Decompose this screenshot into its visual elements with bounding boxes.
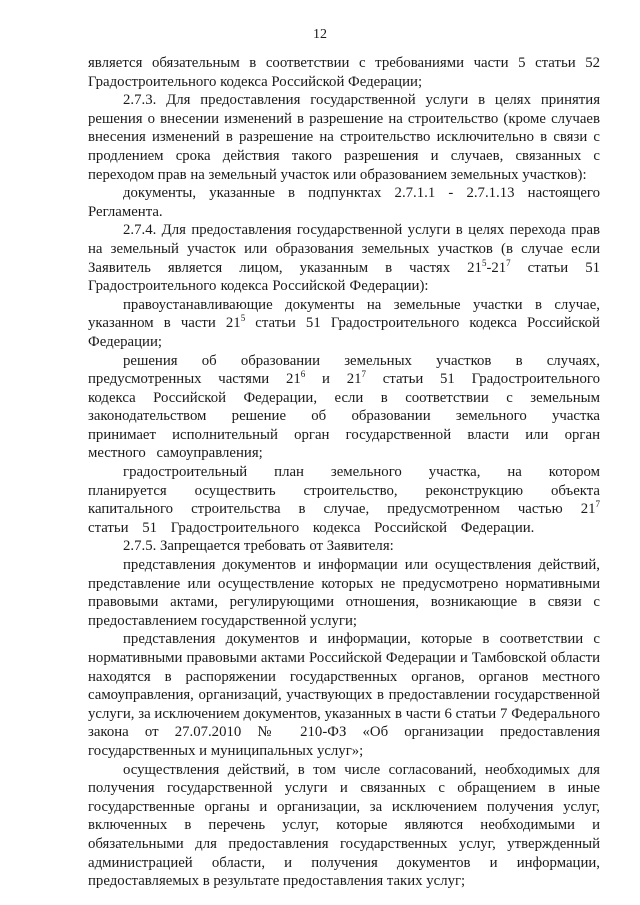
paragraph-urban-plan: градостроительный план земельного участка, на котором планируется осуществить строительство, реконструкцию объекта капитального строительства в случае, предусмотренном частью $21^7$ статьи 51 Градостроительного кодекса Российской Федерации. <box>88 464 600 536</box>
superscript-index: 7 <box>361 369 366 380</box>
paragraph-2-7-4: 2.7.4. Для предоставления государственной услуги в целях перехода прав на земельный участок или образования земельных участков (в случае если Заявитель является лицом, указанным в частях $21^5-21^7$ статьи 51 Градостроительного кодекса Российской Федерации): <box>88 222 600 295</box>
paragraph-title-documents: правоустанавливающие документы на земельные участки в случае, указанном в части $21^5$ статьи 51 Градостроительного кодекса Российской Федерации; <box>88 296 600 350</box>
superscript-index: 5 <box>481 257 487 268</box>
paragraph-continuation: является обязательным в соответствии с требованиями части 5 статьи 52 Градостроительного кодекса Российской Федерации; <box>88 55 600 90</box>
paragraph-2-7-5: 2.7.5. Запрещается требовать от Заявителя: <box>123 538 394 555</box>
page-number: 12 <box>313 27 327 42</box>
superscript-index: 7 <box>595 499 600 510</box>
paragraph-2-7-3: 2.7.3. Для предоставления государственной услуги в целях принятия решения о внесении изменений в разрешение на строительство (кроме случаев внесения изменений в разрешение на строительство исключительно в связи с продлением срока действия такого разрешения и случаев, связанных с переходом прав на земельный участок или образованием земельных участков): <box>88 92 600 183</box>
superscript-index: 6 <box>300 369 306 380</box>
paragraph-land-division-decisions: решения об образовании земельных участков в случаях, предусмотренных частями $21^6$ и $21^7$ статьи 51 Градостроительного кодекса Российской Федерации, если в соответствии с земельным законодательством решение об образовании земельного участка принимает исполнительный орган государственной власти или орган местного самоуправления; <box>88 352 600 462</box>
paragraph-2-7-3-documents: документы, указанные в подпунктах 2.7.1.1 - 2.7.1.13 настоящего Регламента. <box>88 185 600 220</box>
paragraph-prohibition-1: представления документов и информации или осуществления действий, представление или осуществление которых не предусмотрено нормативными правовыми актами, регулирующими отношения, возникающие в связи с предоставлением государственной услуги; <box>88 557 600 629</box>
paragraph-prohibition-2: представления документов и информации, которые в соответствии с нормативными правовыми актами Российской Федерации и Тамбовской области находятся в распоряжении государственных органов, органов местного самоуправления, организаций, участвующих в предоставлении государственной услуги, за исключением документов, указанных в части 6 статьи 7 Федерального закона от 27.07.2010 № 210-ФЗ «Об организации предоставления государственных и муниципальных услуг»; <box>88 631 600 759</box>
superscript-index: 7 <box>506 257 511 268</box>
document-body <box>88 54 600 891</box>
superscript-index: 5 <box>240 313 246 324</box>
paragraph-prohibition-3: осуществления действий, в том числе согласований, необходимых для получения государственной услуги и связанных с обращением в иные государственные органы и организации, за исключением получения услуг, включенных в перечень услуг, которые являются необходимыми и обязательными для предоставления государственных услуг, утвержденный администрацией области, и получения документов и информации, предоставляемых в результате предоставления таких услуг; <box>88 761 600 890</box>
